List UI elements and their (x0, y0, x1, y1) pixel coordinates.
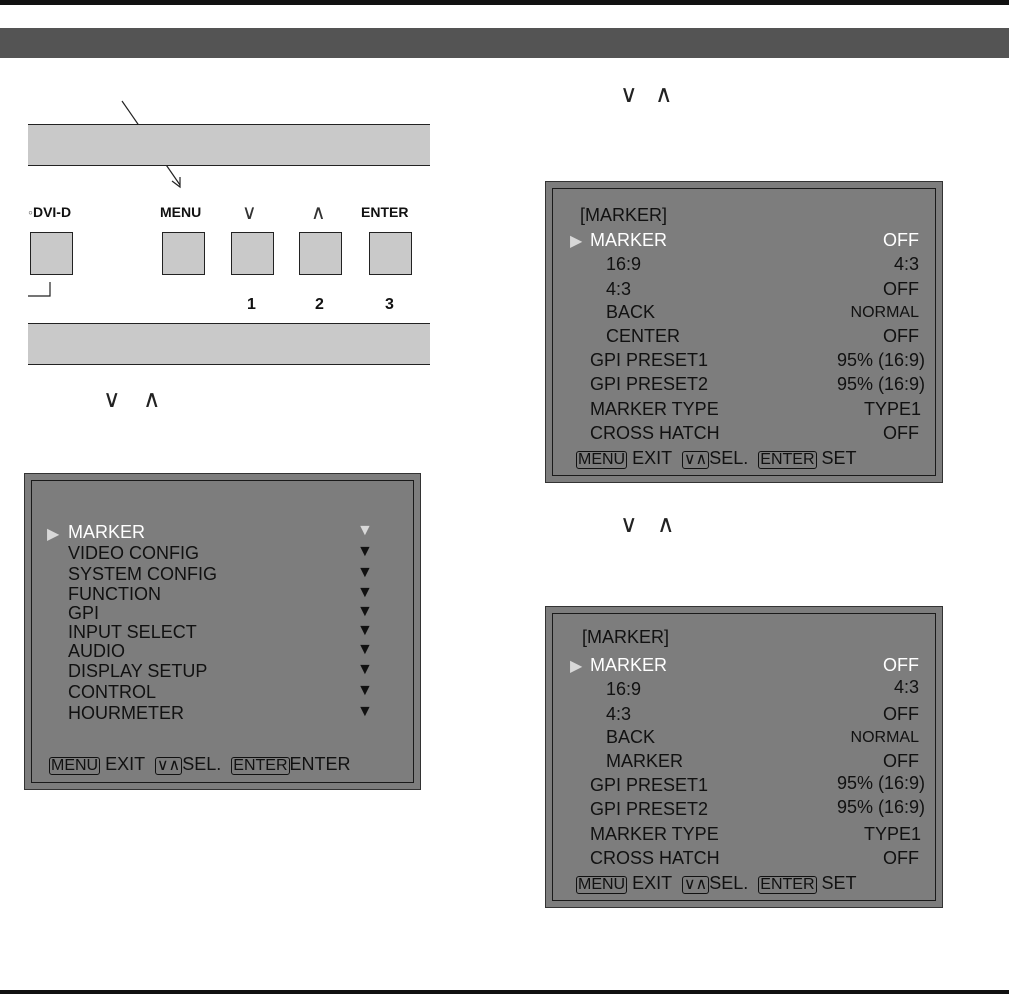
submenu-arrow-icon: ▼ (357, 661, 373, 678)
row-value-4-3: OFF (883, 279, 919, 299)
row-value-marker: OFF (883, 230, 919, 250)
menu-item-video-config[interactable]: VIDEO CONFIG (68, 543, 200, 563)
row-value-16-9: 4:3 (893, 677, 919, 697)
down-label: ∨ (242, 202, 257, 224)
row-label-gpi-preset2[interactable]: GPI PRESET2 (590, 374, 709, 394)
marker-menu-footer (576, 448, 857, 469)
marker-menu-footer (576, 873, 857, 894)
menu-key: MENU (578, 451, 626, 468)
row-value-cross-hatch: OFF (883, 423, 919, 443)
exit-hint: EXIT (632, 873, 672, 893)
sel-key: ∨∧ (156, 757, 181, 774)
cursor-icon: ▶ (570, 233, 583, 250)
marker-menu-screen-2 (545, 606, 943, 908)
up-chevron-icon: ∧ (657, 510, 675, 538)
sel-key: ∨∧ (683, 451, 708, 468)
submenu-arrow-icon: ▼ (357, 641, 373, 658)
enter-key: ENTER (760, 876, 815, 893)
row-label-16-9[interactable]: 16:9 (606, 679, 642, 699)
enter-label: ENTER (361, 204, 409, 220)
down-chevron-icon: ∨ (620, 510, 638, 538)
row-label-4-3[interactable]: 4:3 (606, 279, 632, 299)
row-value-back: NORMAL (850, 304, 919, 321)
row-label-gpi-preset1[interactable]: GPI PRESET1 (590, 350, 709, 370)
row-label-back[interactable]: BACK (606, 727, 656, 747)
main-menu-footer (49, 754, 351, 775)
row-value-marker: OFF (883, 655, 919, 675)
row-value-cross-hatch: OFF (883, 848, 919, 868)
up-button[interactable] (299, 232, 342, 275)
dvi-label: ◦DVI-D (28, 204, 72, 220)
sel-hint: SEL. (709, 448, 749, 468)
submenu-arrow-icon: ▼ (357, 622, 373, 639)
row-value-center: OFF (883, 326, 919, 346)
up-label: ∧ (311, 202, 326, 224)
submenu-arrow-icon: ▼ (357, 564, 373, 581)
cursor-icon: ▶ (570, 658, 583, 675)
row-value-back: NORMAL (850, 729, 919, 746)
enter-key: ENTER (233, 757, 288, 774)
button-number-1: 1 (247, 296, 256, 313)
menu-item-gpi[interactable]: GPI (68, 603, 100, 623)
enter-button[interactable] (369, 232, 412, 275)
row-label-center[interactable]: CENTER (606, 326, 681, 346)
row-label-cross-hatch[interactable]: CROSS HATCH (590, 423, 720, 443)
submenu-arrow-icon: ▼ (357, 703, 373, 720)
submenu-arrow-icon: ▼ (357, 603, 373, 620)
menu-item-input-select[interactable]: INPUT SELECT (68, 622, 197, 642)
row-label-16-9[interactable]: 16:9 (606, 254, 642, 274)
up-chevron-icon: ∧ (143, 385, 161, 413)
row-label-marker[interactable]: MARKER (590, 230, 668, 250)
down-chevron-icon: ∨ (103, 385, 121, 413)
top-rule (0, 0, 1009, 5)
sel-key: ∨∧ (683, 876, 708, 893)
row-label-marker-type[interactable]: MARKER TYPE (590, 824, 719, 844)
panel-bottom-strip (28, 323, 430, 365)
enter-key: ENTER (760, 451, 815, 468)
sel-hint: SEL. (709, 873, 749, 893)
submenu-arrow-icon: ▼ (357, 543, 373, 560)
row-value-16-9: 4:3 (893, 254, 919, 274)
button-number-2: 2 (315, 296, 324, 313)
menu-item-display-setup[interactable]: DISPLAY SETUP (68, 661, 208, 681)
row-value-marker-type: TYPE1 (863, 399, 921, 419)
menu-button[interactable] (162, 232, 205, 275)
up-chevron-icon: ∧ (655, 80, 673, 108)
row-value-gpi-preset1: 95% (16:9) (836, 350, 925, 370)
row-value-gpi-preset1: 95% (16:9) (836, 773, 925, 793)
menu-item-system-config[interactable]: SYSTEM CONFIG (68, 564, 218, 584)
marker-menu-title: [MARKER] (580, 205, 668, 225)
cursor-icon: ▶ (47, 526, 60, 543)
set-hint: SET (821, 873, 857, 893)
enter-hint: ENTER (289, 754, 351, 774)
menu-item-hourmeter[interactable]: HOURMETER (68, 703, 184, 723)
row-label-marker-type[interactable]: MARKER TYPE (590, 399, 719, 419)
marker-menu-screen-1 (545, 181, 943, 483)
menu-item-control[interactable]: CONTROL (68, 682, 157, 702)
row-label-cross-hatch[interactable]: CROSS HATCH (590, 848, 720, 868)
menu-item-audio[interactable]: AUDIO (68, 641, 126, 661)
row-label-back[interactable]: BACK (606, 302, 656, 322)
marker-menu-title: [MARKER] (582, 627, 670, 647)
bottom-rule (0, 990, 1009, 994)
down-button[interactable] (231, 232, 274, 275)
bracket-line (28, 282, 58, 298)
row-label-marker[interactable]: MARKER (590, 655, 668, 675)
menu-key: MENU (51, 757, 99, 774)
dvi-d-button[interactable] (30, 232, 73, 275)
row-label-marker-sub[interactable]: MARKER (606, 751, 684, 771)
down-chevron-icon: ∨ (620, 80, 638, 108)
main-menu-screen (24, 473, 421, 790)
menu-key: MENU (578, 876, 626, 893)
submenu-arrow-icon: ▼ (357, 584, 373, 601)
submenu-arrow-icon: ▼ (357, 682, 373, 699)
submenu-arrow-icon: ▼ (357, 522, 373, 539)
exit-hint: EXIT (105, 754, 145, 774)
button-number-3: 3 (385, 296, 394, 313)
row-value-gpi-preset2: 95% (16:9) (836, 374, 925, 394)
row-value-4-3: OFF (883, 704, 919, 724)
row-label-4-3[interactable]: 4:3 (606, 704, 632, 724)
menu-label: MENU (160, 204, 202, 220)
section-banner (0, 28, 1009, 58)
exit-hint: EXIT (632, 448, 672, 468)
row-value-marker-type: TYPE1 (863, 824, 921, 844)
sel-hint: SEL. (182, 754, 222, 774)
row-label-gpi-preset2[interactable]: GPI PRESET2 (590, 799, 709, 819)
row-value-gpi-preset2: 95% (16:9) (836, 797, 925, 817)
menu-item-function[interactable]: FUNCTION (68, 584, 161, 604)
row-label-gpi-preset1[interactable]: GPI PRESET1 (590, 775, 709, 795)
set-hint: SET (821, 448, 857, 468)
panel-top-strip (28, 124, 430, 166)
row-value-marker-sub: OFF (883, 751, 919, 771)
menu-item-marker[interactable]: MARKER (68, 522, 146, 542)
